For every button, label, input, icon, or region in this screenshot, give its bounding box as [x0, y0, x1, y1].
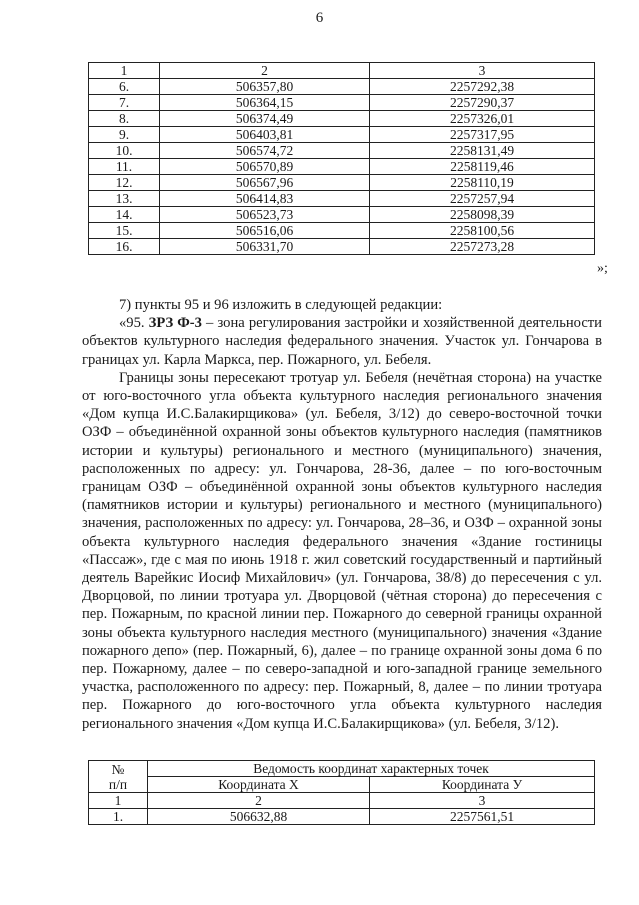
header-number-line1: № [111, 761, 125, 777]
coordinate-x-cell: 506632,88 [148, 809, 370, 825]
coordinate-x-cell: 506574,72 [160, 143, 370, 159]
table-row [89, 175, 595, 191]
coordinate-y-cell: 2258110,19 [370, 175, 595, 191]
coordinate-y-cell: 2258100,56 [370, 223, 595, 239]
row-number-cell: 9. [89, 127, 160, 143]
table-row [89, 223, 595, 239]
row-number-cell: 8. [89, 111, 160, 127]
coordinate-x-cell: 506364,15 [160, 95, 370, 111]
row-number-cell: 10. [89, 143, 160, 159]
coordinate-y-cell: 2258119,46 [370, 159, 595, 175]
amendment-text [82, 296, 602, 733]
table-header-cell: 2 [160, 63, 370, 79]
table-row [89, 127, 595, 143]
coordinate-y-cell: 2257317,95 [370, 127, 595, 143]
coordinate-x-cell: 506414,83 [160, 191, 370, 207]
closing-quote: »; [597, 261, 608, 276]
table-index-cell: 1 [89, 793, 148, 809]
coordinate-x-cell: 506523,73 [160, 207, 370, 223]
paragraph-boundaries: Границы зоны пересекают тротуар ул. Бебеля (нечётная сторона) на участке от юго-восточного угла объекта культурного наследия регионального значения «Дом купца И.С.Балакирщикова» (ул. Бебеля, 3/12) до северо-восточной точки ОЗФ – объединённой охранной зоны объектов культурного наследия (памятников истории и культуры) регионального и местного (муниципального) значения, расположенных по адресу: ул. Гончарова, 28-36, далее – по юго-восточным границам ОЗФ – объединённой охранной зоны объектов культурного наследия (памятников истории и культуры) регионального и местного (муниципального) значения, расположенных по адресу: ул. Гончарова, 28–36, и ОЗФ – охранной зоны объекта культурного наследия федерального значения «Здание гостиницы «Пассаж», где с мая по июнь 1918 г. жил советский государственный и партийный деятель Варейкис Иосиф Михайлович» (ул. Гончарова, 38/8) до пересечения с ул. Дворцовой, по линии тротуара ул. Дворцовой (чётная сторона) до пересечения с пер. Пожарным, по красной линии пер. Пожарного до северной границы охранной зоны объекта культурного наследия местного (муниципального) значения «Здание пожарного депо» (пер. Пожарный, 6), далее – по границе охранной зоны дома 6 по пер. Пожарному, далее – по северо-западной и юго-западной границе земельного участка, расположенного по адресу: пер. Пожарный, 8, далее – по линии тротуара пер. Пожарного до юго-восточного угла объекта культурного наследия регионального значения «Дом купца И.С.Балакирщикова» (ул. Бебеля, 3/12). [82, 369, 602, 732]
header-number-line2: п/п [108, 776, 128, 792]
coordinate-x-cell: 506331,70 [160, 239, 370, 255]
table-row [89, 207, 595, 223]
coordinate-y-cell: 2257257,94 [370, 191, 595, 207]
row-number-cell: 7. [89, 95, 160, 111]
coordinate-x-cell: 506357,80 [160, 79, 370, 95]
coordinate-y-cell: 2258098,39 [370, 207, 595, 223]
coordinate-x-cell: 506567,96 [160, 175, 370, 191]
table-row [89, 111, 595, 127]
table-header-row [89, 761, 595, 777]
row-number-cell: 12. [89, 175, 160, 191]
table-index-cell: 2 [148, 793, 370, 809]
table-header-y: Координата У [370, 777, 595, 793]
coordinate-x-cell: 506570,89 [160, 159, 370, 175]
table-header-cell: 3 [370, 63, 595, 79]
coordinate-y-cell: 2257290,37 [370, 95, 595, 111]
table-index-cell: 3 [370, 793, 595, 809]
row-number-cell: 11. [89, 159, 160, 175]
table-row [89, 143, 595, 159]
table-header-x: Координата X [148, 777, 370, 793]
coordinate-y-cell: 2257292,38 [370, 79, 595, 95]
coordinates-table-bottom [88, 760, 595, 825]
table-header-row [89, 63, 595, 79]
coordinate-y-cell: 2258131,49 [370, 143, 595, 159]
paragraph-intro: 7) пункты 95 и 96 изложить в следующей редакции: [119, 297, 443, 313]
table-row [89, 239, 595, 255]
row-number-cell: 1. [89, 809, 148, 825]
row-number-cell: 13. [89, 191, 160, 207]
table-header-cell: 1 [89, 63, 160, 79]
row-number-cell: 15. [89, 223, 160, 239]
paragraph-zone-desc: – зона регулирования застройки и хозяйственной деятельности объектов культурного наследия федерального значения. Участок ул. Гончарова в границах ул. Карла Маркса, пер. Пожарного, ул. Бебеля. [82, 315, 602, 368]
paragraph-zone-prefix: «95. [119, 315, 149, 332]
table-header-number [89, 761, 148, 793]
table-index-row [89, 793, 595, 809]
paragraph-zone-title [82, 314, 602, 369]
coordinates-table-top [88, 62, 595, 255]
table-row [89, 79, 595, 95]
table-header-title: Ведомость координат характерных точек [148, 761, 595, 777]
table-row [89, 191, 595, 207]
table-header-row [89, 777, 595, 793]
coordinate-y-cell: 2257273,28 [370, 239, 595, 255]
table-row [89, 95, 595, 111]
coordinate-x-cell: 506516,06 [160, 223, 370, 239]
row-number-cell: 6. [89, 79, 160, 95]
coordinate-y-cell: 2257326,01 [370, 111, 595, 127]
row-number-cell: 16. [89, 239, 160, 255]
page-number: 6 [315, 10, 324, 26]
coordinate-x-cell: 506403,81 [160, 127, 370, 143]
coordinate-y-cell: 2257561,51 [370, 809, 595, 825]
coordinate-x-cell: 506374,49 [160, 111, 370, 127]
row-number-cell: 14. [89, 207, 160, 223]
table-row [89, 159, 595, 175]
zone-code: ЗРЗ Ф-3 [148, 315, 202, 332]
table-row [89, 809, 595, 825]
